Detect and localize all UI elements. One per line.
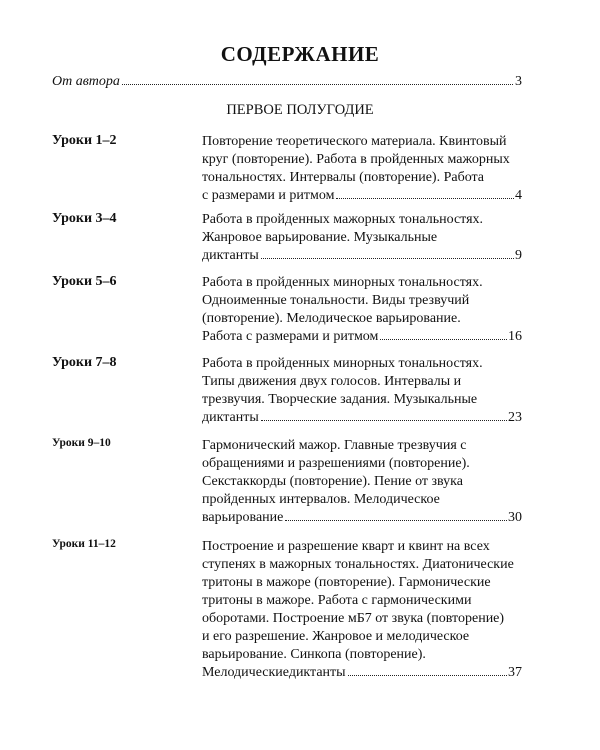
description-line: и его разрешение. Жанровое и мелодическое (202, 629, 470, 644)
description-line: обращениями и разрешениями (повторение). (202, 456, 470, 471)
description-line: тритоны в мажоре. Работа с гармоническими (202, 593, 472, 608)
description-line: трезвучия. Творческие задания. Музыкальные (202, 392, 478, 407)
entry-description (202, 355, 522, 427)
description-line: Работа в пройденных минорных тональностях. (202, 356, 483, 371)
dot-leader (380, 339, 507, 340)
description-line: Типы движения двух голосов. Интервалы и (202, 374, 462, 389)
description-line: Секстаккорды (повторение). Пение от звука (202, 474, 463, 489)
toc-entry-from-author[interactable] (52, 74, 522, 90)
dot-leader (261, 420, 507, 421)
page-number: 30 (508, 510, 522, 525)
lesson-label: Уроки 1–2 (52, 133, 117, 148)
description-line: Построение и разрешение кварт и квинт на всех (202, 539, 490, 554)
description-line: тональностях. Интервалы (повторение). Работа (202, 170, 485, 185)
from-author-label: От автора (52, 74, 120, 89)
description-line: пройденных интервалов. Мелодическое (202, 492, 440, 507)
description-line: Одноименные тональности. Виды трезвучий (202, 293, 470, 308)
entry-description (202, 133, 522, 205)
dot-leader (348, 675, 507, 676)
page-number: 37 (508, 665, 522, 680)
page-number: 3 (515, 74, 522, 89)
page-title: СОДЕРЖАНИЕ (220, 42, 380, 66)
description-line: Работа в пройденных мажорных тональностях. (202, 212, 484, 227)
description-line: Жанровое варьирование. Музыкальные (202, 230, 438, 245)
lesson-label: Уроки 7–8 (52, 355, 117, 370)
description-line-last: Мелодическиедиктанты (202, 665, 346, 680)
description-line: (повторение). Мелодическое варьирование. (202, 311, 461, 326)
description-line-last: Работа с размерами и ритмом (202, 329, 379, 344)
lesson-label: Уроки 3–4 (52, 211, 117, 226)
page-number: 23 (508, 410, 522, 425)
lesson-label: Уроки 5–6 (52, 274, 117, 289)
section-heading: ПЕРВОЕ ПОЛУГОДИЕ (226, 102, 374, 118)
page-number: 16 (508, 329, 522, 344)
description-line: Гармонический мажор. Главные трезвучия с (202, 438, 467, 453)
description-line: Работа в пройденных минорных тональностях. (202, 275, 483, 290)
page-number: 4 (515, 188, 522, 203)
dot-leader (285, 520, 507, 521)
description-line-last: с размерами и ритмом (202, 188, 335, 203)
description-line: Повторение теоретического материала. Квинтовый (202, 134, 507, 149)
entry-description (202, 538, 522, 682)
dot-leader (261, 258, 514, 259)
dot-leader (122, 84, 513, 85)
description-line-last: варьирование (202, 510, 284, 525)
page-number: 9 (515, 248, 522, 263)
entry-description (202, 437, 522, 527)
entry-description (202, 274, 522, 346)
description-line: круг (повторение). Работа в пройденных мажорных (202, 152, 510, 167)
description-line: варьирование. Синкопа (повторение). (202, 647, 426, 662)
description-line: оборотами. Построение мБ7 от звука (повторение) (202, 611, 505, 626)
description-line: тритоны в мажоре (повторение). Гармонические (202, 575, 491, 590)
description-line-last: диктанты (202, 410, 259, 425)
entry-description (202, 211, 522, 265)
lesson-label: Уроки 9–10 (52, 437, 111, 449)
description-line: ступенях в мажорных тональностях. Диатонические (202, 557, 514, 572)
description-line-last: диктанты (202, 248, 259, 263)
lesson-label: Уроки 11–12 (52, 538, 116, 550)
dot-leader (336, 198, 514, 199)
